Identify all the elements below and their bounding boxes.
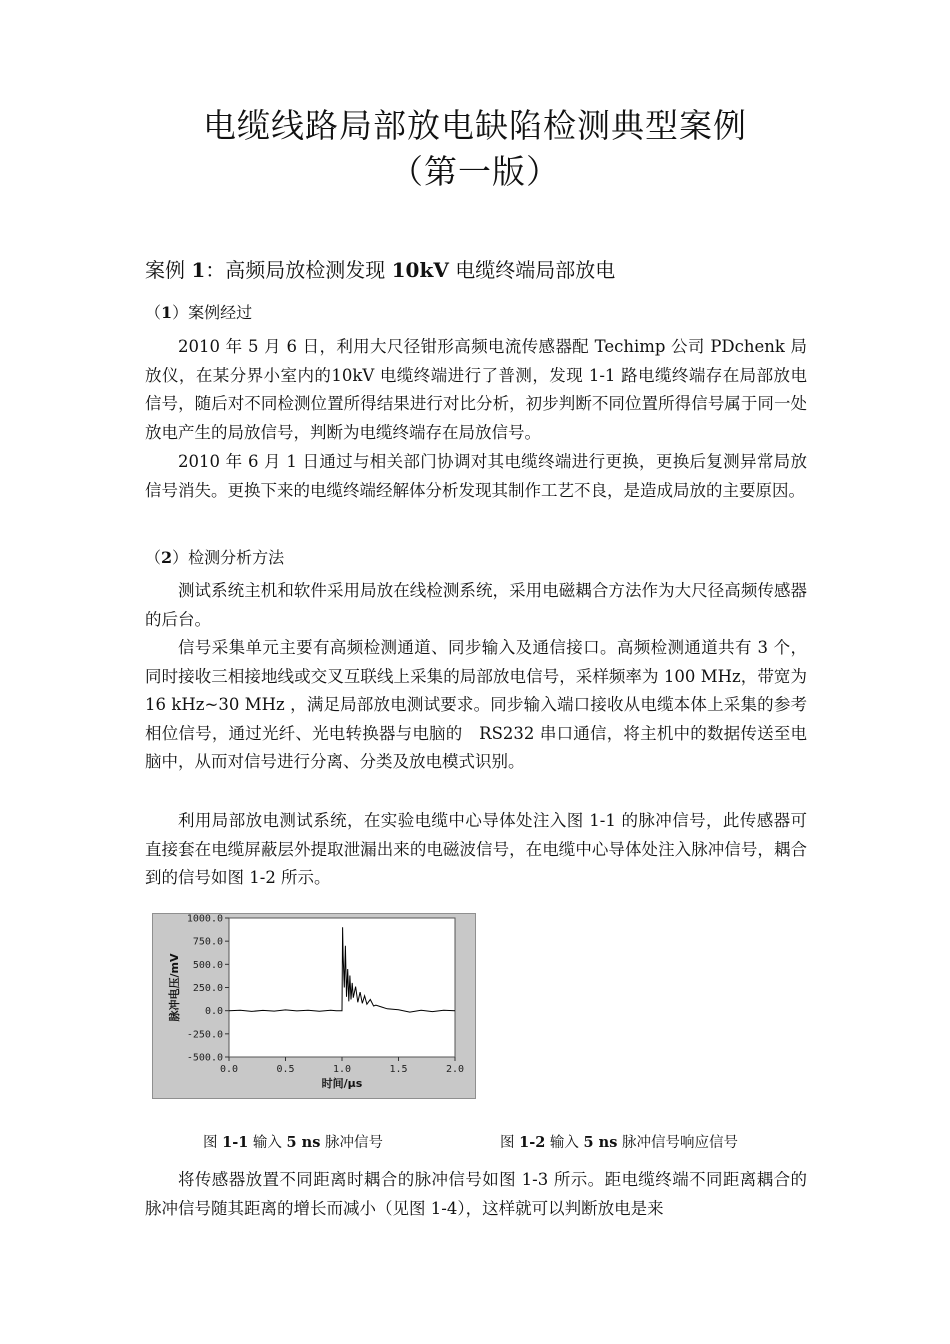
section-1-heading bbox=[145, 300, 252, 323]
section-1-number: 1 bbox=[161, 303, 173, 322]
cap1-a: 图 bbox=[203, 1135, 223, 1151]
case-heading-prefix: 案例 bbox=[145, 258, 192, 282]
x-tick-label: 2.0 bbox=[445, 1064, 465, 1075]
y-axis-label: 脉冲电压/mV bbox=[168, 953, 181, 1022]
section-1-title: ）案例经过 bbox=[172, 303, 253, 322]
case-heading bbox=[145, 254, 615, 283]
y-tick-label: 500.0 bbox=[192, 959, 223, 971]
x-axis-label: 时间/μs bbox=[321, 1077, 363, 1090]
cap1-d: 5 ns bbox=[286, 1134, 321, 1151]
x-tick-label: 1.0 bbox=[332, 1064, 352, 1075]
chart-svg bbox=[153, 914, 477, 1100]
cap2-b: 1-2 bbox=[519, 1134, 546, 1151]
cap2-a: 图 bbox=[500, 1135, 520, 1151]
x-tick-label: 0.0 bbox=[219, 1064, 239, 1075]
section-2-heading bbox=[145, 545, 284, 568]
figure-1-2-caption bbox=[500, 1131, 738, 1152]
x-tick-label: 0.5 bbox=[276, 1064, 295, 1075]
paragraph-1: 2010 年 5 月 6 日，利用大尺径钳形高频电流传感器配 Techimp 公司 PDchenk 局放仪，在某分界小室内的10kV 电缆终端进行了普测，发现 1-1 路电缆终端存在局部放电信号，随后对不同检测位置所得结果进行对比分析，初步判断不同位置所得信号属于同一处放电产生的局放信号，判断为电缆终端存在局放信号。 bbox=[145, 337, 807, 442]
document-title: 电缆线路局部放电缺陷检测典型案例 bbox=[203, 106, 747, 145]
y-tick-label: 250.0 bbox=[192, 983, 223, 994]
cap2-d: 5 ns bbox=[583, 1134, 618, 1151]
section-2-number: 2 bbox=[161, 548, 173, 567]
section-2-open: （ bbox=[145, 548, 162, 567]
figure-1-1-caption bbox=[203, 1131, 383, 1152]
paragraph-5: 利用局部放电测试系统，在实验电缆中心导体处注入图 1-1 的脉冲信号，此传感器可直接套在电缆屏蔽层外提取泄漏出来的电磁波信号，在电缆中心导体处注入脉冲信号，耦合到的信号如图 1-2 所示。 bbox=[145, 811, 807, 888]
cap1-e: 脉冲信号 bbox=[320, 1135, 383, 1151]
y-tick-label: -250.0 bbox=[186, 1029, 223, 1041]
case-heading-rest: 电缆终端局部放电 bbox=[448, 258, 616, 282]
y-tick-label: 0.0 bbox=[204, 1006, 223, 1018]
y-tick-label: 750.0 bbox=[192, 936, 223, 948]
cap1-b: 1-1 bbox=[222, 1134, 249, 1151]
x-tick-label: 1.5 bbox=[389, 1064, 408, 1075]
y-tick-label: 1000.0 bbox=[186, 914, 223, 925]
cap2-e: 脉冲信号响应信号 bbox=[617, 1135, 738, 1151]
case-heading-number: 1 bbox=[191, 258, 206, 282]
cap2-c: 输入 bbox=[545, 1135, 584, 1151]
section-2-title: ）检测分析方法 bbox=[172, 548, 285, 567]
response-signal-chart bbox=[152, 913, 476, 1099]
paragraph-6: 将传感器放置不同距离时耦合的脉冲信号如图 1-3 所示。距电缆终端不同距离耦合的脉冲信号随其距离的增长而减小（见图 1-4），这样就可以判断放电是来 bbox=[145, 1170, 807, 1218]
y-tick-label: -500.0 bbox=[186, 1052, 223, 1064]
paragraph-3: 测试系统主机和软件采用局放在线检测系统，采用电磁耦合方法作为大尺径高频传感器的后台。 bbox=[145, 581, 807, 629]
case-heading-colon: ：高频局放检测发现 bbox=[205, 258, 392, 282]
section-1-open: （ bbox=[145, 303, 162, 322]
case-heading-voltage: 10kV bbox=[391, 258, 449, 282]
cap1-c: 输入 bbox=[248, 1135, 287, 1151]
document-subtitle: （第一版） bbox=[390, 152, 560, 191]
paragraph-4: 信号采集单元主要有高频检测通道、同步输入及通信接口。高频检测通道共有 3 个，同时接收三相接地线或交叉互联线上采集的局部放电信号，采样频率为 100 MHz，带宽为 16 kHz~30 MHz ，满足局部放电测试要求。同步输入端口接收从电缆本体上采集的参考相位信号，通过光纤、光电转换器与电脑的 RS232 串口通信，将主机中的数据传送至电脑中，从而对信号进行分离、分类及放电模式识别。 bbox=[145, 638, 807, 772]
paragraph-2: 2010 年 6 月 1 日通过与相关部门协调对其电缆终端进行更换，更换后复测异常局放信号消失。更换下来的电缆终端经解体分析发现其制作工艺不良，是造成局放的主要原因。 bbox=[145, 452, 807, 500]
